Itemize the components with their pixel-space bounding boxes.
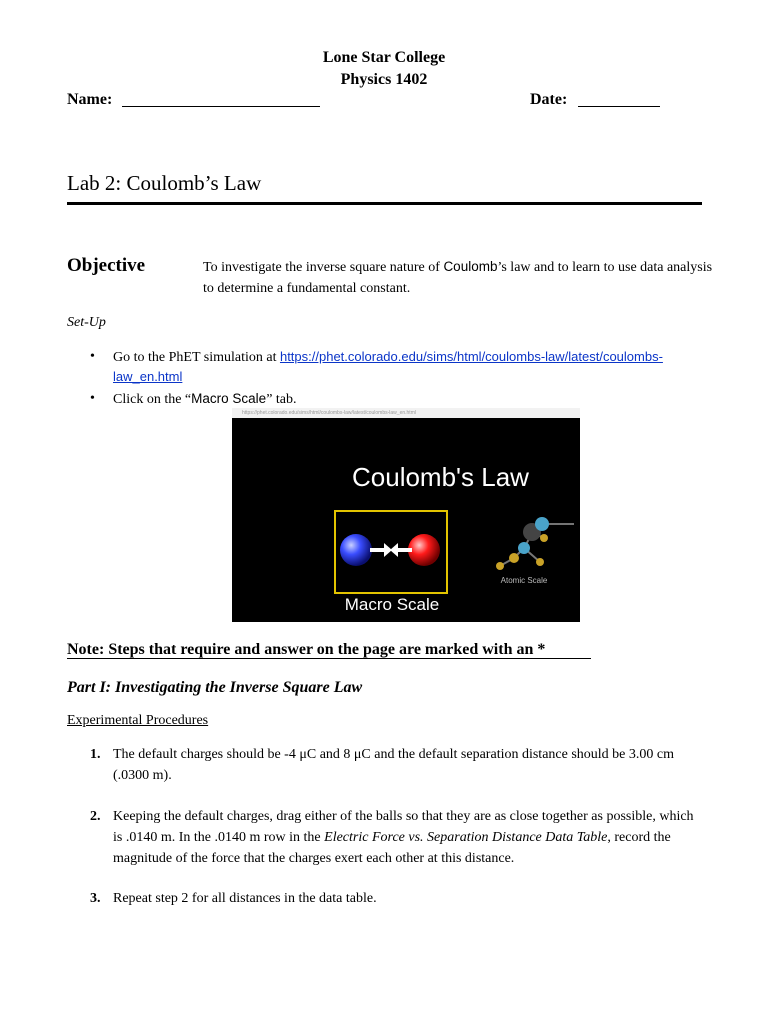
objective-text: To investigate the inverse square nature of Coulomb’s law and to learn to use data analysis to determine a fundamental constant. xyxy=(203,259,713,296)
step-1-text: The default charges should be -4 μC and 8 μC and the default separation distance should be 3.00 cm (.0300 m). xyxy=(113,747,674,783)
sim-title: Coulomb's Law xyxy=(352,462,529,492)
address-url: https://phet.colorado.edu/sims/html/coulombs-law/latest/coulombs-law_en.html xyxy=(242,410,416,416)
name-label: Name: xyxy=(67,91,113,108)
course-name: Physics 1402 xyxy=(340,71,428,88)
title-rule xyxy=(67,202,702,205)
macro-charges-icon xyxy=(336,512,446,592)
bullet-dot: • xyxy=(90,349,95,364)
note-underline xyxy=(67,658,591,659)
step-3-text: Repeat step 2 for all distances in the data table. xyxy=(113,891,377,906)
atomic-scale-label: Atomic Scale xyxy=(500,576,548,585)
atomic-scale-icon xyxy=(484,516,580,580)
name-blank-line xyxy=(122,106,320,107)
sim-home-screen xyxy=(232,418,580,622)
phet-screenshot xyxy=(232,408,580,622)
date-blank-line xyxy=(578,106,660,107)
setup-step-macro: Click on the “Macro Scale” tab. xyxy=(113,391,297,407)
note-text: Note: Steps that require and answer on the page are marked with an * xyxy=(67,641,546,658)
setup-step-phet: Go to the PhET simulation at https://phet.colorado.edu/sims/html/coulombs-law/latest/coulombs-law_en.html xyxy=(113,349,663,384)
college-name: Lone Star College xyxy=(322,49,446,66)
bullet-dot: • xyxy=(90,391,95,406)
part1-heading: Part I: Investigating the Inverse Square Law xyxy=(67,679,363,696)
step-number: 3. xyxy=(90,891,101,906)
macro-scale-label: Macro Scale xyxy=(344,595,440,614)
phet-link[interactable]: https://phet.colorado.edu/sims/html/coulombs-law/latest/coulombs-law_en.html xyxy=(113,349,663,384)
setup-heading: Set-Up xyxy=(67,315,106,330)
lab-title: Lab 2: Coulomb’s Law xyxy=(67,171,262,195)
step-2-text: Keeping the default charges, drag either of the balls so that they are as close together as possible, which is .0140 m. In the .0140 m row in the Electric Force vs. Separation Distance Data Table, record the magnitude of the force that the charges exert each other at this distance. xyxy=(113,809,694,866)
macro-scale-tile xyxy=(334,510,448,594)
data-table-name: Electric Force vs. Separation Distance Data Table xyxy=(324,830,608,845)
date-label: Date: xyxy=(530,91,568,108)
step-number: 2. xyxy=(90,809,101,824)
procedures-heading: Experimental Procedures xyxy=(67,713,209,728)
objective-heading: Objective xyxy=(67,255,146,276)
step-number: 1. xyxy=(90,747,101,762)
